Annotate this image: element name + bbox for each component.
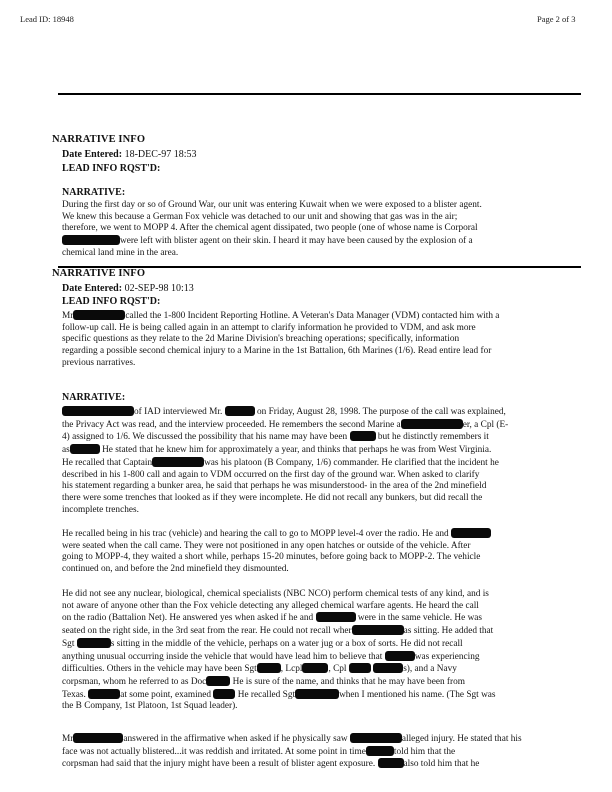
text-fragment: as — [62, 445, 70, 456]
text-line: During the first day or so of Ground War, our unit was entering Kuwait when we were exposed to a blister agent. — [62, 200, 482, 210]
section2-date — [62, 283, 194, 294]
redaction — [451, 528, 491, 538]
redaction — [378, 758, 404, 768]
narrative-paragraph-1 — [62, 406, 572, 516]
text-line — [62, 746, 572, 759]
redaction — [373, 663, 403, 673]
text-fragment: 4) assigned to 1/6. We discussed the possibility that his name may have been — [62, 432, 348, 443]
text-fragment: He recalled Sgt — [237, 689, 296, 700]
text-line — [62, 625, 572, 638]
section1-title: NARRATIVE INFO — [52, 134, 146, 145]
text-fragment: when I mentioned his name. (The Sgt was — [339, 689, 496, 700]
section1-narrative-heading — [62, 187, 125, 198]
text-fragment: Mr — [62, 311, 74, 321]
redaction — [225, 406, 255, 416]
text-fragment: Sgt — [62, 638, 75, 649]
narrative-paragraph-2 — [62, 528, 572, 576]
text-line: therefore, we went to MOPP 4. After the chemical agent dissipated, two people (one of whose name is Corporal — [62, 223, 478, 234]
text-fragment: seated on the right side, in the 3rd seat from the rear. He could not recall wher — [62, 626, 352, 637]
text-fragment: , Lcpl — [280, 664, 303, 675]
text-line — [62, 235, 572, 248]
text-line: previous narratives. — [62, 357, 136, 368]
section1-date — [62, 149, 197, 160]
section1-lead-label: LEAD INFO RQST'D: — [62, 163, 161, 174]
section2-title: NARRATIVE INFO — [52, 268, 146, 279]
text-fragment: answered in the affirmative when asked if he physically saw — [123, 734, 348, 744]
redaction — [88, 689, 120, 699]
text-line: specific questions as they relate to the 2d Marine Division's breaching operations; specifically, information — [62, 334, 460, 345]
text-fragment: was his platoon (B Company, 1/6) commander. He clarified that the incident he — [204, 457, 499, 468]
text-fragment: told him that the — [393, 746, 456, 757]
text-line: his statement regarding a bunker area, he said that perhaps he was misunderstood- in the area of the 2nd minefield — [62, 481, 487, 492]
redaction — [206, 676, 230, 686]
text-fragment: , Cpl — [328, 664, 347, 675]
text-line — [62, 651, 572, 664]
section2-narrative-label: NARRATIVE: — [62, 392, 126, 403]
text-fragment: at some point, examined — [120, 689, 212, 700]
text-fragment: Mr — [62, 734, 74, 744]
text-fragment: face was not actually blistered...it was reddish and irritated. At some point in time — [62, 746, 366, 757]
text-fragment: on the radio (Battalion Net). He answered yes when asked if he and — [62, 613, 314, 624]
text-fragment: was experiencing — [414, 651, 480, 662]
text-line: going to MOPP-4, they waited a short while, perhaps 15-20 minutes, before going back to MOPP-2. The vehicle — [62, 552, 481, 563]
redaction — [73, 733, 123, 743]
text-line — [62, 444, 572, 457]
text-fragment: s sitting in the middle of the vehicle, perhaps on a water jug or a box of sorts. He did not recall — [110, 638, 463, 649]
text-fragment: He is sure of the name, and thinks that he may have been from — [232, 676, 465, 687]
text-line: regarding a possible second chemical injury to a Marine in the 1st Battalion, 6th Marines (1/6). Read entire lead for — [62, 346, 492, 357]
redaction — [152, 457, 204, 467]
text-fragment: on Friday, August 28, 1998. The purpose of the call was explained, — [256, 407, 506, 417]
section1-narrative-body — [62, 200, 572, 260]
text-fragment: were left with blister agent on their skin. I heard it may have been caused by the explosion of a — [120, 236, 473, 247]
text-fragment: s), and a Navy — [403, 664, 457, 675]
redaction — [70, 444, 100, 454]
text-fragment: called the 1-800 Incident Reporting Hotline. A Veteran's Data Manager (VDM) contacted him with a — [125, 311, 500, 321]
redaction — [352, 625, 404, 635]
redaction — [366, 746, 394, 756]
text-line: We knew this because a German Fox vehicle was detached to our unit and showing that gas was in the air; — [62, 211, 458, 222]
text-line: described in his 1-800 call and again to VDM occurred on the first day of the ground war. When asked to clarify — [62, 469, 480, 480]
section1-narrative-label: NARRATIVE: — [62, 187, 126, 198]
text-fragment: He stated that he knew him for approximately a year, and thinks that perhaps he was from West Virginia. — [102, 445, 492, 456]
page-number: Page 2 of 3 — [537, 14, 576, 24]
text-line — [62, 310, 572, 323]
redaction — [257, 663, 281, 673]
text-fragment: corpsman had said that the injury might have been a result of blister agent exposure. — [62, 759, 376, 770]
text-line — [62, 612, 572, 625]
text-fragment: were in the same vehicle. He was — [357, 613, 483, 624]
text-fragment: He recalled that Captain — [62, 457, 153, 468]
text-line: incomplete trenches. — [62, 504, 139, 515]
section2-narrative-heading — [62, 392, 125, 403]
narrative-paragraph-4 — [62, 733, 572, 771]
redaction — [77, 638, 111, 648]
section1-lead-info — [62, 163, 160, 174]
text-fragment: of IAD interviewed Mr. — [134, 407, 223, 417]
text-line — [62, 419, 572, 432]
redaction — [295, 689, 339, 699]
text-fragment: Texas. — [62, 689, 86, 700]
section1-date-value: 18-DEC-97 18:53 — [124, 149, 197, 160]
redaction — [213, 689, 235, 699]
text-line: not aware of anyone other than the Fox vehicle detecting any alleged chemical warfare agents. He heard the call — [62, 600, 479, 611]
redaction — [385, 651, 415, 661]
text-fragment: the Privacy Act was read, and the interview proceeded. He remembers the second Marine a — [62, 419, 401, 430]
text-line: the B Company, 1st Platoon, 1st Squad leader). — [62, 701, 238, 712]
redaction — [401, 419, 463, 429]
narrative-paragraph-3 — [62, 589, 572, 713]
text-line — [62, 758, 572, 771]
text-fragment: alleged injury. He stated that his — [401, 734, 522, 744]
section2-date-value: 02-SEP-98 10:13 — [124, 283, 194, 294]
text-fragment: corpsman, whom he referred to as Doc — [62, 676, 207, 687]
section1-date-label: Date Entered: — [62, 149, 123, 160]
section2-date-label: Date Entered: — [62, 283, 123, 294]
redaction — [73, 310, 125, 320]
text-line — [62, 689, 572, 702]
text-fragment: as sitting. He added that — [403, 626, 494, 637]
redaction — [62, 406, 134, 416]
text-line: follow-up call. He is being called again in an attempt to clarify information he provided to VDM, and ask more — [62, 322, 476, 333]
text-fragment: anything unusual occurring inside the vehicle that would have lead him to believe that — [62, 651, 383, 662]
redaction — [62, 235, 120, 245]
section2-lead-info — [62, 296, 160, 307]
text-fragment: difficulties. Others in the vehicle may have been Sgt — [62, 664, 257, 675]
redaction — [350, 733, 402, 743]
text-line: there were some trenches that looked as if they were incomplete. He did not recall any bunkers, but did recall the — [62, 492, 483, 503]
text-fragment: er, a Cpl (E- — [462, 419, 509, 430]
redaction — [302, 663, 328, 673]
text-fragment: also told him that he — [403, 759, 480, 770]
redaction — [349, 663, 371, 673]
lead-id: Lead ID: 18948 — [20, 14, 74, 24]
section2-lead-label: LEAD INFO RQST'D: — [62, 296, 161, 307]
text-line — [62, 733, 572, 746]
text-line: chemical land mine in the area. — [62, 247, 179, 258]
section2-lead-body — [62, 310, 572, 370]
text-line — [62, 431, 572, 444]
text-line — [62, 676, 572, 689]
redaction — [350, 431, 376, 441]
text-line: were seated when the call came. They were not positioned in any open hatches or outside of the vehicle. After — [62, 540, 471, 551]
text-line — [62, 528, 572, 541]
text-fragment: but he distinctly remembers it — [377, 432, 489, 443]
text-line — [62, 663, 572, 676]
redaction — [316, 612, 356, 622]
text-line: He did not see any nuclear, biological, chemical specialists (NBC NCO) perform chemical tests of any kind, and is — [62, 589, 489, 599]
header-divider — [58, 93, 581, 95]
text-line — [62, 457, 572, 470]
text-fragment: He recalled being in his trac (vehicle) and hearing the call to go to MOPP level-4 over the radio. He and — [62, 529, 449, 539]
text-line: continued on, and before the 2nd minefield they dismounted. — [62, 564, 289, 575]
text-line — [62, 406, 572, 419]
text-line — [62, 638, 572, 651]
